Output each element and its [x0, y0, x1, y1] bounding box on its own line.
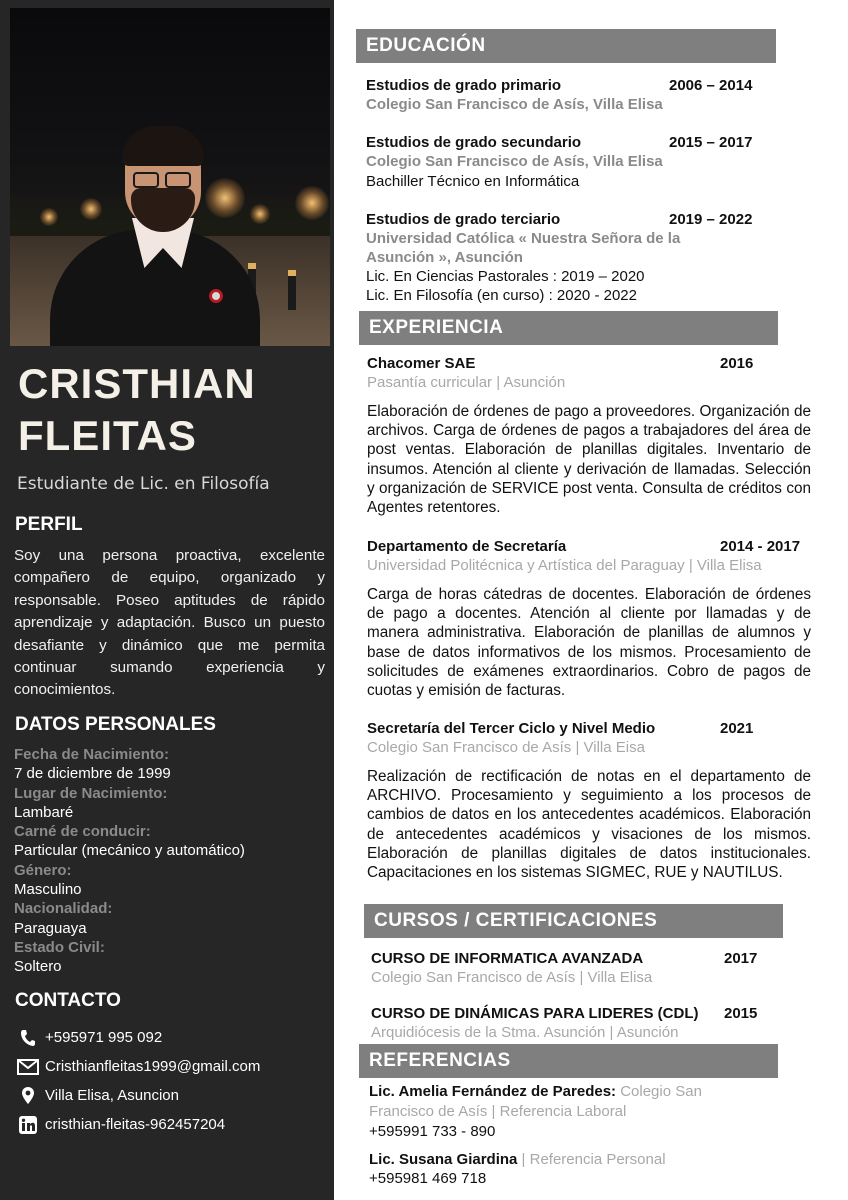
edu-title: Estudios de grado primario	[366, 77, 562, 94]
first-name: CRISTHIAN	[18, 360, 256, 407]
exp-date: 2016	[720, 355, 754, 372]
edu-title: Estudios de grado secundario	[366, 134, 582, 151]
exp-subtitle: Universidad Politécnica y Artística del Paraguay | Villa Elisa	[367, 557, 762, 574]
perfil-heading: PERFIL	[15, 514, 83, 535]
reference-detail: | Referencia Personal	[517, 1151, 666, 1168]
contact-email[interactable]	[16, 1052, 331, 1081]
edu-detail: Bachiller Técnico en Informática	[366, 173, 580, 190]
reference-line	[369, 1150, 799, 1170]
exp-date: 2014 - 2017	[720, 538, 801, 555]
datos-label: Estado Civil:	[14, 938, 105, 956]
reference-phone: +595981 469 718	[369, 1170, 487, 1187]
curso-title: CURSO DE INFORMATICA AVANZADA	[371, 950, 644, 967]
datos-value: Soltero	[14, 958, 62, 976]
contact-email-text: Cristhianfleitas1999@gmail.com	[45, 1058, 261, 1075]
email-icon	[16, 1057, 40, 1077]
edu-title: Estudios de grado terciario	[366, 211, 561, 228]
contact-location[interactable]	[16, 1081, 331, 1110]
reference-line	[369, 1102, 799, 1122]
edu-institution: Colegio San Francisco de Asís, Villa Elisa	[366, 153, 663, 170]
datos-label: Lugar de Nacimiento:	[14, 784, 168, 802]
contact-phone-text: +595971 995 092	[45, 1029, 163, 1046]
edu-institution: Asunción », Asunción	[366, 249, 523, 266]
cursos-bar: CURSOS / CERTIFICACIONES	[364, 904, 783, 938]
perfil-text: Soy una persona proactiva, excelente compañero de equipo, organizado y responsable. Poseo aptitudes de rápido aprendizaje y adaptación. Busco un puesto desafiante y dinámico que me permita continuar sumando experiencia y conocimientos.	[14, 547, 325, 699]
profile-photo	[10, 8, 330, 346]
experiencia-bar: EXPERIENCIA	[359, 311, 778, 345]
referencias-bar: REFERENCIAS	[359, 1044, 778, 1078]
exp-title: Departamento de Secretaría	[367, 538, 567, 555]
phone-icon	[16, 1028, 40, 1048]
edu-date: 2006 – 2014	[669, 77, 753, 94]
contact-list	[16, 1023, 331, 1139]
datos-list	[14, 745, 329, 977]
educacion-bar: EDUCACIÓN	[356, 29, 776, 63]
linkedin-icon	[16, 1115, 40, 1135]
curso-subtitle: Arquidiócesis de la Stma. Asunción | Asunción	[371, 1024, 679, 1041]
datos-value: Paraguaya	[14, 919, 87, 937]
full-name	[18, 358, 256, 462]
datos-value: Lambaré	[14, 803, 74, 821]
exp-subtitle: Pasantía curricular | Asunción	[367, 374, 566, 391]
curso-subtitle: Colegio San Francisco de Asís | Villa Elisa	[371, 969, 653, 986]
edu-institution: Colegio San Francisco de Asís, Villa Elisa	[366, 96, 663, 113]
exp-description: Carga de horas cátedras de docentes. Elaboración de órdenes de pago a docentes. Atención al cliente por llamadas y de manera administrativa. Elaboración de planillas de alumnos y base de datos informativos de los mismos. Procesamiento de solicitudes de exámenes extraordinarios. Cobro de pagos de cuotas y emisión de facturas.	[367, 586, 811, 700]
reference-detail: Francisco de Asís | Referencia Laboral	[369, 1103, 627, 1120]
exp-title: Chacomer SAE	[367, 355, 476, 372]
exp-title: Secretaría del Tercer Ciclo y Nivel Medio	[367, 720, 656, 737]
contact-linkedin[interactable]	[16, 1110, 331, 1139]
location-icon	[16, 1086, 40, 1106]
datos-label: Género:	[14, 861, 72, 879]
edu-date: 2015 – 2017	[669, 134, 753, 151]
job-subtitle: Estudiante de Lic. en Filosofía	[17, 474, 270, 494]
reference-phone: +595991 733 - 890	[369, 1123, 496, 1140]
reference-name: Lic. Susana Giardina	[369, 1151, 518, 1168]
contact-location-text: Villa Elisa, Asuncion	[45, 1087, 179, 1104]
datos-value: Particular (mecánico y automático)	[14, 842, 245, 860]
exp-description: Elaboración de órdenes de pago a proveedores. Organización de archivos. Carga de órdenes de pagos a trabajadores del área de post ventas. Elaboración de planillas digitales. Inventario de insumos. Atención al cliente y derivación de llamadas. Selección y organización de SERVICE post venta. Consulta de créditos con Agentes retentores.	[367, 403, 811, 517]
edu-detail: Lic. En Filosofía (en curso) : 2020 - 2022	[366, 287, 637, 304]
exp-description: Realización de rectificación de notas en el departamento de ARCHIVO. Procesamiento y seguimiento a los procesos de cambios de datos en los antecedentes académicos. Elaboración de antecedentes académicos y visaciones de los mismos. Elaboración de planillas digitales de datos institucionales. Capacitaciones en los sistemas SIGMEC, RUE y NAUTILUS.	[367, 768, 811, 882]
edu-institution: Universidad Católica « Nuestra Señora de la	[366, 230, 681, 247]
contact-linkedin-text: cristhian-fleitas-962457204	[45, 1116, 226, 1133]
datos-value: 7 de diciembre de 1999	[14, 765, 171, 783]
reference-name: Lic. Amelia Fernández de Paredes:	[369, 1083, 617, 1100]
last-name: FLEITAS	[18, 412, 197, 459]
edu-date: 2019 – 2022	[669, 211, 753, 228]
datos-label: Fecha de Nacimiento:	[14, 746, 170, 763]
reference-detail: Colegio San	[616, 1083, 702, 1100]
datos-label: Carné de conducir:	[14, 823, 151, 841]
contact-phone[interactable]	[16, 1023, 331, 1052]
datos-value: Masculino	[14, 881, 82, 899]
datos-heading: DATOS PERSONALES	[15, 714, 216, 735]
exp-date: 2021	[720, 720, 754, 737]
curso-date: 2017	[724, 950, 758, 967]
datos-label: Nacionalidad:	[14, 900, 113, 918]
curso-date: 2015	[724, 1005, 758, 1022]
contacto-heading: CONTACTO	[15, 990, 121, 1011]
sidebar	[0, 0, 334, 1200]
reference-line	[369, 1082, 799, 1102]
edu-detail: Lic. En Ciencias Pastorales : 2019 – 2020	[366, 268, 645, 285]
curso-title: CURSO DE DINÁMICAS PARA LIDERES (CDL)	[371, 1005, 699, 1022]
exp-subtitle: Colegio San Francisco de Asís | Villa Eisa	[367, 739, 645, 756]
